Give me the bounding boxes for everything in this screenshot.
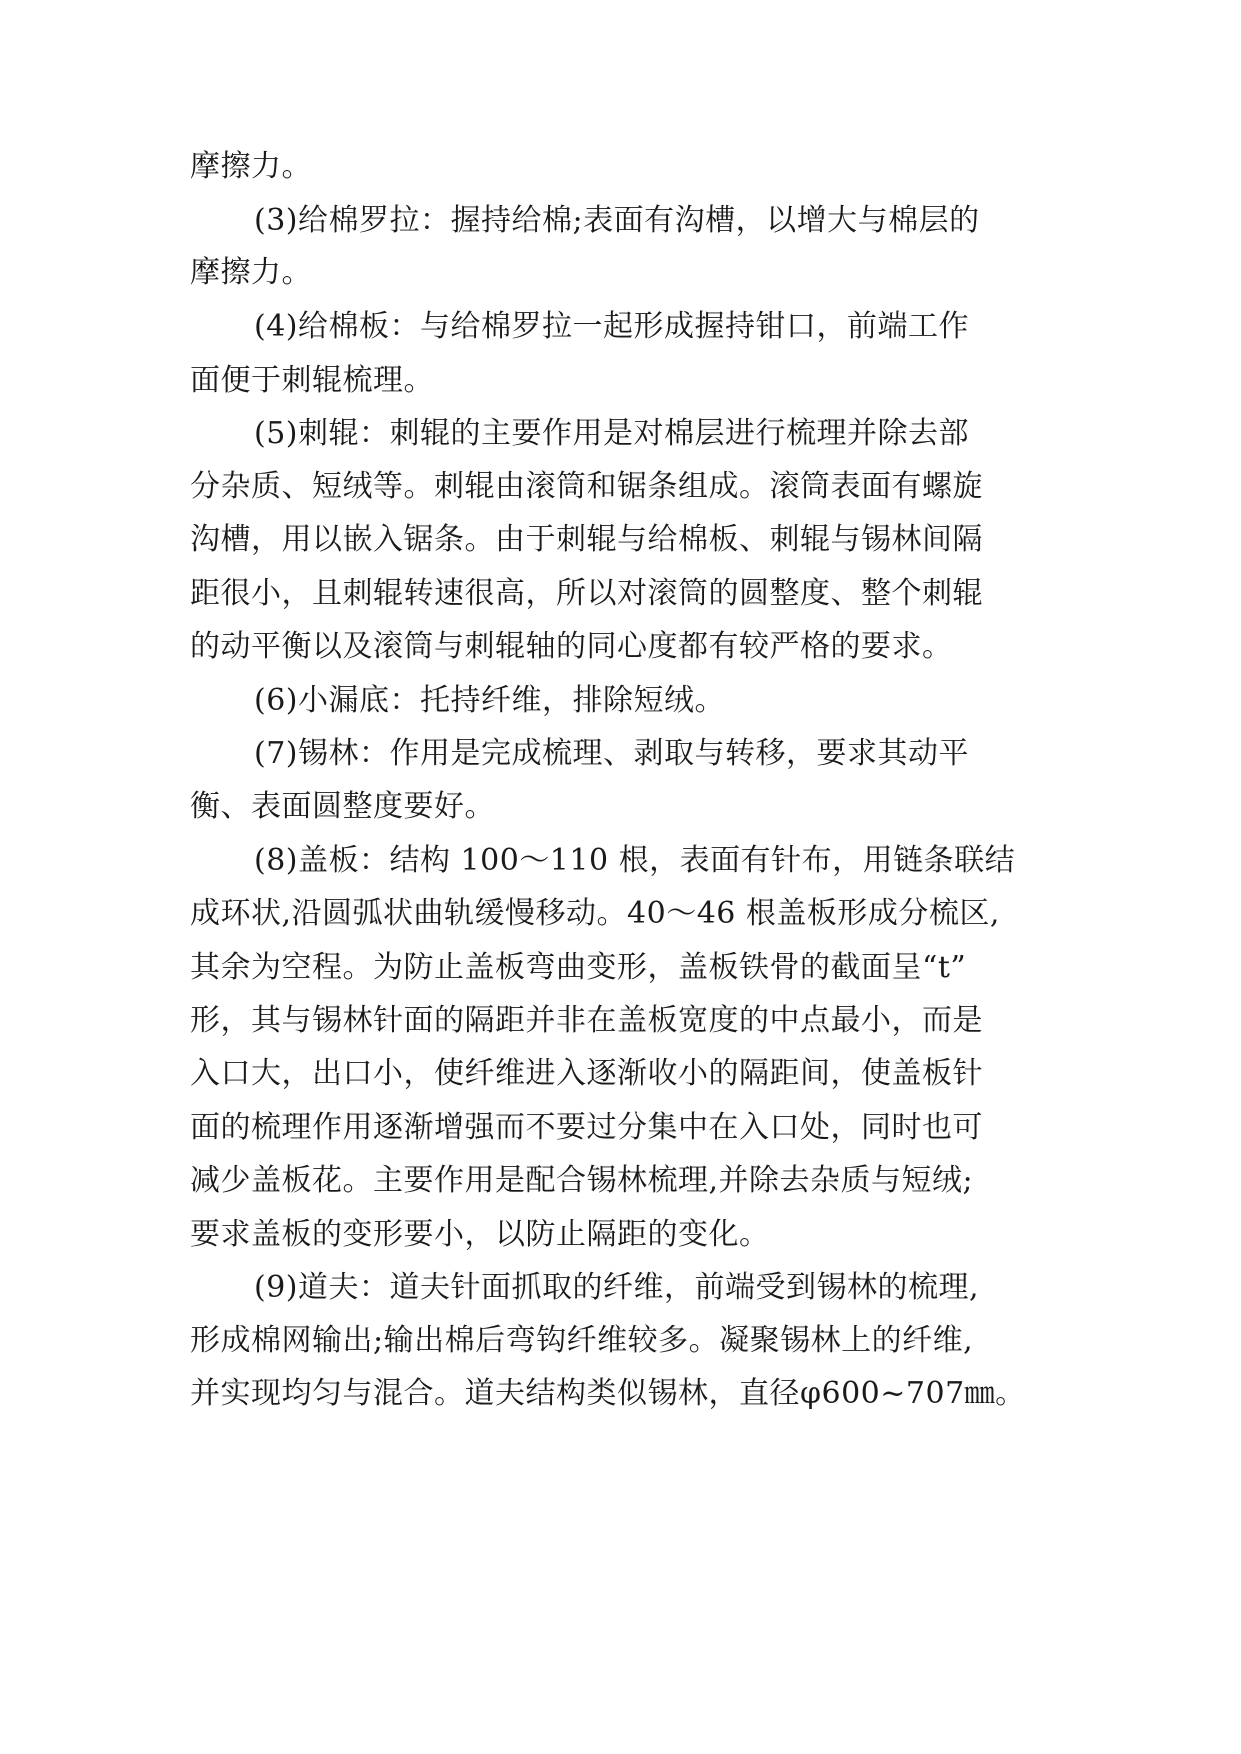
text-line: (9)道夫：道夫针面抓取的纤维，前端受到锡林的梳理, [254, 1270, 980, 1305]
text-line: 距很小，且刺辊转速很高，所以对滚筒的圆整度、整个刺辊 [190, 576, 983, 611]
text-line: (6)小漏底：托持纤维，排除短绒。 [254, 683, 725, 718]
text-line: (3)给棉罗拉：握持给棉;表面有沟槽，以增大与棉层的 [254, 203, 980, 238]
text-line: 其余为空程。为防止盖板弯曲变形，盖板铁骨的截面呈“t” [190, 950, 967, 985]
text-line: 并实现均匀与混合。道夫结构类似锡林，直径φ600~707㎜。 [190, 1376, 1026, 1411]
text-line: 分杂质、短绒等。刺辊由滚筒和锯条组成。滚筒表面有螺旋 [190, 469, 983, 504]
text-line: 成环状,沿圆弧状曲轨缓慢移动。40～46 根盖板形成分梳区, [190, 896, 1000, 931]
text-line: 沟槽，用以嵌入锯条。由于刺辊与给棉板、刺辊与锡林间隔 [190, 522, 983, 557]
text-line: (5)刺辊：刺辊的主要作用是对棉层进行梳理并除去部 [254, 416, 969, 451]
text-line: 摩擦力。 [190, 149, 312, 184]
text-line: 摩擦力。 [190, 255, 312, 290]
text-line: (7)锡林：作用是完成梳理、剥取与转移，要求其动平 [254, 736, 969, 771]
text-line: 面便于刺辊梳理。 [190, 363, 434, 398]
text-line: 要求盖板的变形要小，以防止隔距的变化。 [190, 1217, 770, 1252]
text-line: (8)盖板：结构 100～110 根，表面有针布，用链条联结 [254, 843, 1016, 878]
text-line: 入口大，出口小，使纤维进入逐渐收小的隔距间，使盖板针 [190, 1056, 983, 1091]
text-line: 衡、表面圆整度要好。 [190, 789, 495, 824]
text-line: 形成棉网输出;输出棉后弯钩纤维较多。凝聚锡林上的纤维, [190, 1323, 974, 1358]
text-line: 形，其与锡林针面的隔距并非在盖板宽度的中点最小，而是 [190, 1003, 983, 1038]
text-line: (4)给棉板：与给棉罗拉一起形成握持钳口，前端工作 [254, 309, 969, 344]
text-line: 减少盖板花。主要作用是配合锡林梳理,并除去杂质与短绒; [190, 1163, 974, 1198]
text-line: 的动平衡以及滚筒与刺辊轴的同心度都有较严格的要求。 [190, 629, 953, 664]
text-line: 面的梳理作用逐渐增强而不要过分集中在入口处，同时也可 [190, 1110, 983, 1145]
